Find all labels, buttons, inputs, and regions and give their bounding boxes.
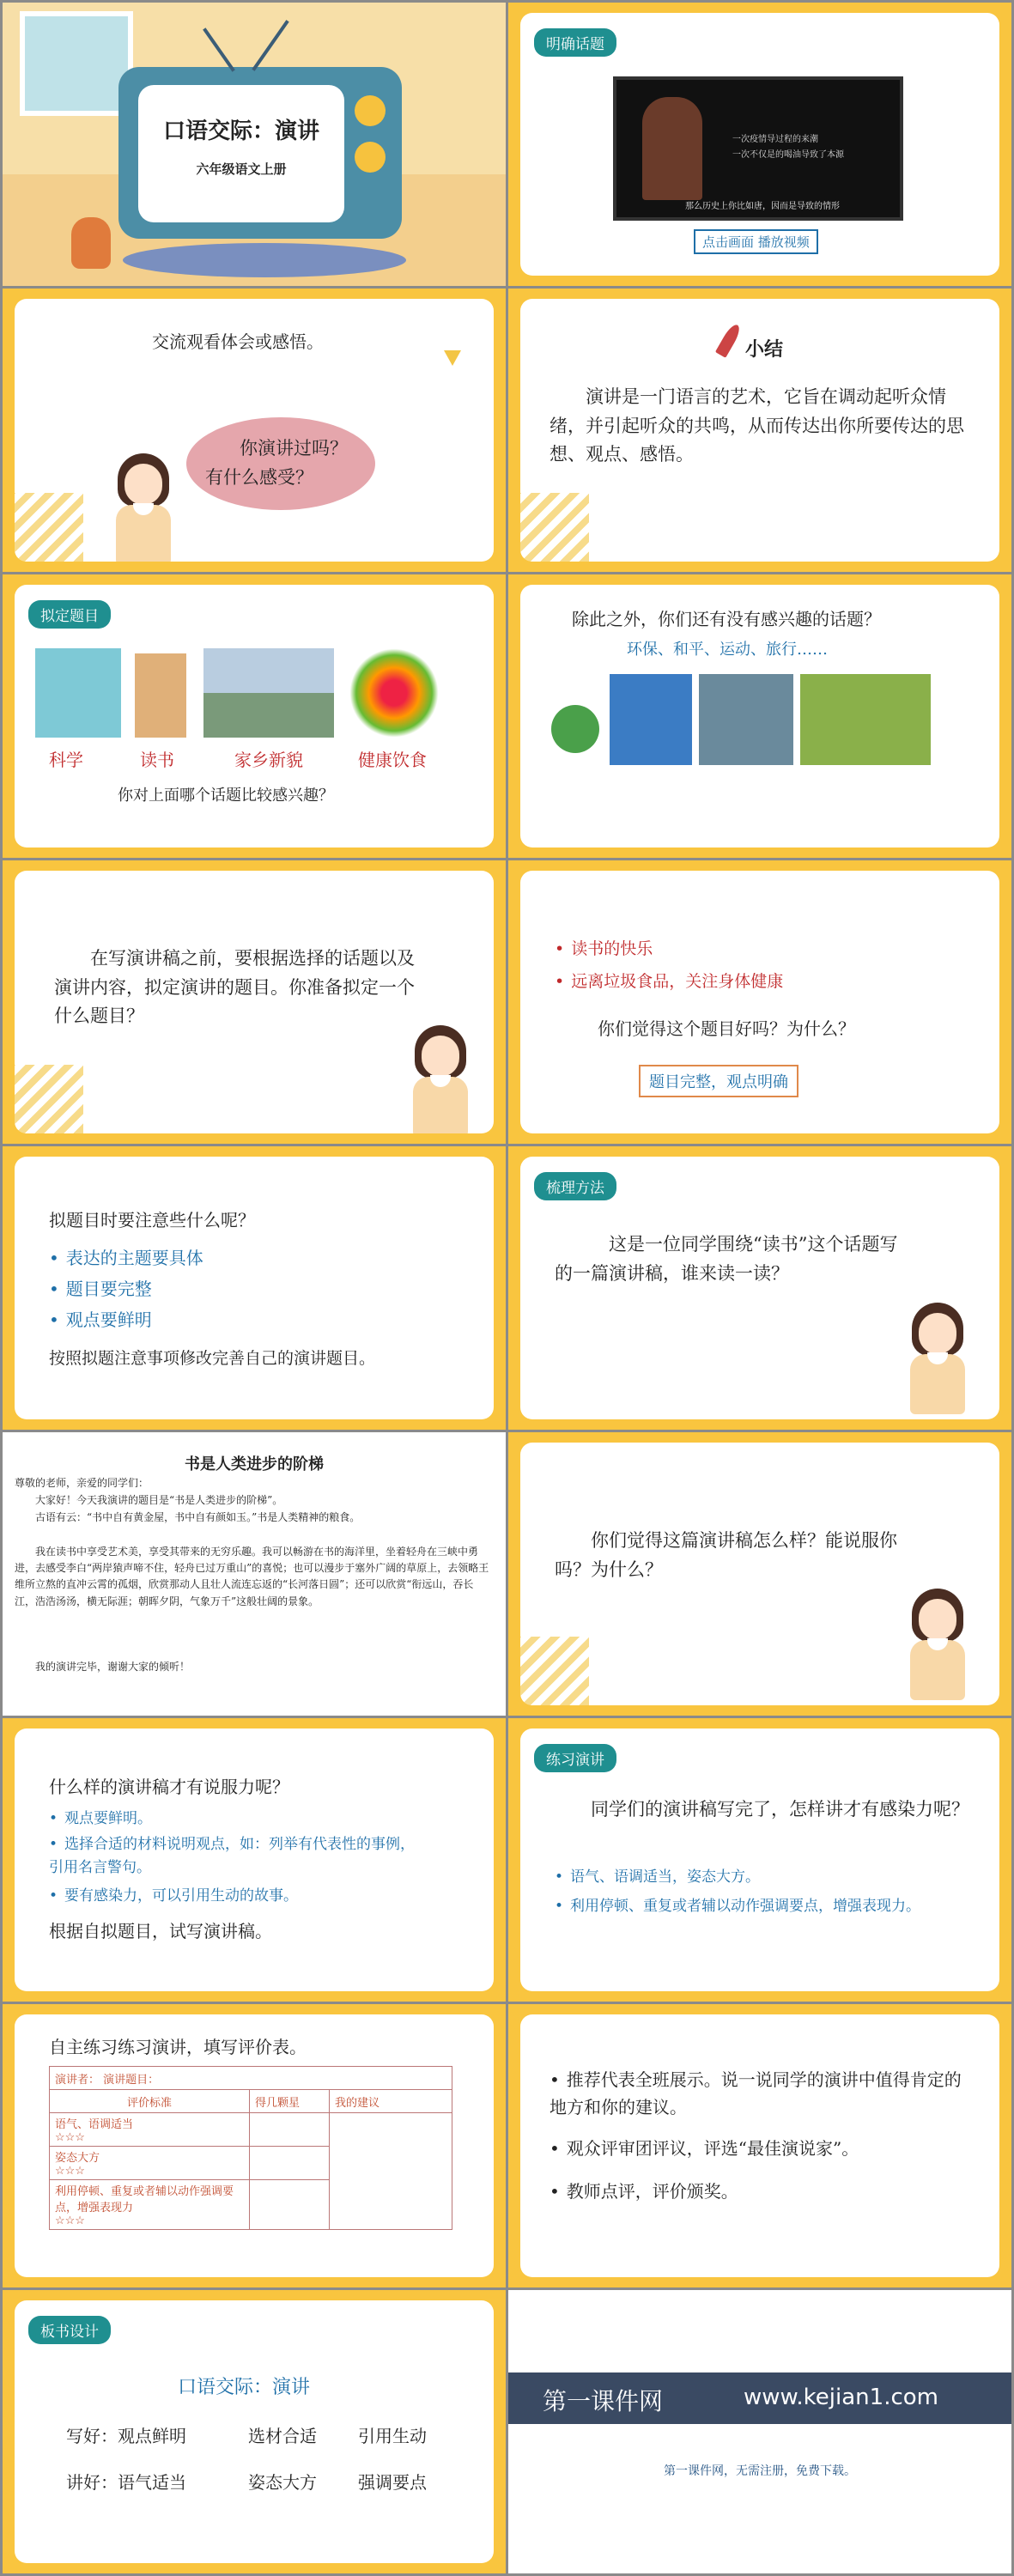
evaluation-table[interactable] [49, 2066, 452, 2230]
food-image [349, 648, 439, 738]
window [20, 11, 133, 116]
slide-draft-title[interactable] [3, 860, 506, 1144]
tag-label: 拟定题目 [28, 600, 111, 629]
speech-greeting: 尊敬的老师，亲爱的同学们： [15, 1477, 149, 1489]
vase-plant [71, 217, 111, 269]
slide-summary[interactable] [508, 289, 1011, 572]
board-title: 口语交际：演讲 [178, 2377, 311, 2398]
tip-item: • 要有感染力，可以引用生动的故事。 [49, 1885, 298, 1908]
tip-item: • 观点要鲜明。 [49, 1807, 152, 1831]
activity-item: • 教师点评，评价颁奖。 [550, 2178, 970, 2205]
table-header: 演讲者： 演讲题目： [50, 2067, 452, 2090]
slide-heading: 除此之外，你们还有没有感兴趣的话题？ [572, 609, 881, 629]
instruction-text: 这是一位同学围绕“读书”这个话题写的一篇演讲稿，谁来读一读？ [555, 1234, 898, 1284]
decor-stripes [15, 1065, 83, 1133]
slide-video[interactable] [508, 3, 1011, 286]
cover-title: 口语交际：演讲 [162, 118, 319, 144]
board-item: 强调要点 [358, 2472, 427, 2493]
stars-cell[interactable] [250, 2113, 330, 2147]
slide-read-draft[interactable] [508, 1146, 1011, 1430]
slide-heading: 拟题目时要注意些什么呢？ [49, 1210, 255, 1230]
brand-note: 第一课件网，无需注册，免费下载。 [664, 2464, 856, 2478]
board-item: 引用生动 [358, 2426, 427, 2446]
video-caption: 一次疫情导过程的来潮 [732, 135, 818, 144]
slide-topics[interactable] [3, 574, 506, 858]
travel-image [800, 674, 931, 765]
cycling-image [699, 674, 793, 765]
video-caption: 一次不仅是的喝油导致了本源 [732, 150, 844, 160]
video-player[interactable] [613, 76, 903, 221]
decor-stripes [520, 1637, 589, 1705]
slide-cover[interactable] [3, 3, 506, 286]
speech-paragraph: 大家好！今天我演讲的题目是“书是人类进步的阶梯”。 [35, 1494, 283, 1506]
brand-url[interactable]: www.kejian1.com [744, 2385, 938, 2410]
board-item: 讲好：语气适当 [66, 2472, 186, 2493]
speech-paragraph: 古语有云：“书中自有黄金屋，书中自有颜如玉。”书是人类精神的粮食。 [35, 1511, 361, 1523]
activity-item: • 推荐代表全班展示。说一说同学的演讲中值得肯定的地方和你的建议。 [550, 2066, 970, 2121]
topic-label: 科学 [49, 750, 83, 770]
slide-heading: 交流观看体会或感悟。 [152, 331, 324, 352]
criteria-cell: 姿态大方 ☆☆☆ [50, 2147, 250, 2180]
tag-label: 板书设计 [28, 2316, 111, 2344]
girl-illustration [903, 1589, 972, 1700]
slide-title-examples[interactable] [508, 860, 1011, 1144]
decor-triangle [444, 350, 461, 366]
example-title: • 读书的快乐 [555, 936, 653, 962]
speech-paragraph: 我在读书中享受艺术美，享受其带来的无穷乐趣。我可以畅游在书的海洋里，坐着轻舟在三峡中勇进，去感受李白“两岸猿声啼不住，轻舟已过万重山”的喜悦；也可以漫步于塞外广阔的草原上，去领略王维所立熬的直冲云霄的孤烟，欣赏那动人且壮人流连忘返的“长河落日圆”；还可以欣赏“衔远山，吞长江，浩浩汤汤，横无际涯；朝晖夕阴，气象万千”这般壮阔的景象。 [15, 1546, 489, 1607]
board-item: 姿态大方 [248, 2472, 317, 2493]
slide-evaluate-draft[interactable] [508, 1432, 1011, 1716]
tip-footer: 根据自拟题目，试写演讲稿。 [49, 1921, 272, 1941]
tip-item: • 选择合适的材料说明观点，如：列举有代表性的事例，引用名言警句。 [49, 1833, 427, 1880]
topic-label: 健康饮食 [358, 750, 427, 770]
tag-label: 明确话题 [534, 28, 616, 57]
slide-showcase[interactable] [508, 2004, 1011, 2287]
brand-banner[interactable] [508, 2372, 1011, 2424]
activity-item: • 观众评审团评议，评选“最佳演说家”。 [550, 2135, 970, 2162]
cover-subtitle: 六年级语文上册 [196, 161, 287, 177]
speech-title: 书是人类进步的阶梯 [185, 1455, 324, 1473]
decor-stripes [15, 493, 83, 562]
earth-image [551, 705, 599, 753]
tip-item: • 利用停顿、重复或者辅以动作强调要点，增强表现力。 [555, 1895, 975, 1918]
speech-paragraph: 我的演讲完毕，谢谢大家的倾听！ [35, 1661, 191, 1673]
topic-question: 你对上面哪个话题比较感兴趣？ [118, 787, 334, 805]
slide-more-topics[interactable] [508, 574, 1011, 858]
slide-heading: 自主练习练习演讲，填写评价表。 [49, 2037, 307, 2057]
criteria-cell: 利用停顿、重复或者辅以动作强调要点，增强表现力 ☆☆☆ [50, 2180, 250, 2230]
hometown-image [203, 648, 334, 738]
summary-text: 演讲是一门语言的艺术，它旨在调动起听众情绪，并引起听众的共鸣，从而传达出你所要传达的思想、观点、感悟。 [550, 386, 964, 465]
column-header: 得几颗星 [250, 2090, 330, 2113]
video-subtitle: 那么历史上你比如唐，因而是导致的情形 [685, 202, 840, 211]
slide-practice[interactable] [508, 1718, 1011, 2002]
stars-cell[interactable] [250, 2180, 330, 2230]
column-header: 评价标准 [50, 2090, 250, 2113]
play-video-button[interactable]: 点击画面 播放视频 [694, 229, 818, 254]
girl-illustration [903, 1303, 972, 1414]
tip-item: • 观点要鲜明 [49, 1306, 152, 1334]
quill-icon [715, 322, 743, 358]
girl-illustration [406, 1025, 475, 1133]
tip-item: • 题目要完整 [49, 1275, 152, 1303]
bubble-text: 有什么感受？ [205, 467, 313, 488]
topic-label: 家乡新貌 [234, 750, 303, 770]
tip-item: • 表达的主题要具体 [49, 1244, 203, 1272]
decor-stripes [520, 493, 589, 562]
slide-heading: 小结 [745, 338, 784, 361]
slide-brand[interactable] [508, 2290, 1011, 2573]
slide-board-design[interactable] [3, 2290, 506, 2573]
bubble-text: 你演讲过吗？ [240, 438, 348, 459]
slide-title-tips[interactable] [3, 1146, 506, 1430]
question-text: 你们觉得这个题目好吗？为什么？ [598, 1018, 855, 1039]
board-item: 写好：观点鲜明 [66, 2426, 186, 2446]
criteria-cell: 语气、语调适当 ☆☆☆ [50, 2113, 250, 2147]
girl-illustration [109, 453, 178, 562]
instruction-text: 在写演讲稿之前，要根据选择的话题以及演讲内容，拟定演讲的题目。你准备拟定一个什么题目？ [54, 948, 415, 1027]
slide-speech-text[interactable] [3, 1432, 506, 1716]
books-image [135, 653, 186, 738]
tag-label: 梳理方法 [534, 1172, 616, 1200]
column-header: 我的建议 [330, 2090, 452, 2113]
slide-eval-table[interactable] [3, 2004, 506, 2287]
slide-discussion[interactable] [3, 289, 506, 572]
suggestion-cell[interactable] [330, 2113, 452, 2230]
tip-item: • 语气、语调适当，姿态大方。 [555, 1866, 760, 1889]
tip-footer: 按照拟题注意事项修改完善自己的演讲题目。 [49, 1349, 376, 1368]
brand-name: 第一课件网 [543, 2387, 664, 2415]
peace-image [610, 674, 692, 765]
slide-heading: 什么样的演讲稿才有说服力呢？ [49, 1777, 289, 1797]
question-text: 你们觉得这篇演讲稿怎么样？能说服你吗？为什么？ [555, 1530, 897, 1580]
answer-box: 题目完整，观点明确 [639, 1065, 798, 1097]
topics-line: 环保、和平、运动、旅行…… [627, 641, 828, 659]
science-image [35, 648, 121, 738]
example-title: • 远离垃圾食品，关注身体健康 [555, 969, 783, 994]
tag-label: 练习演讲 [534, 1744, 616, 1772]
slide-heading: 同学们的演讲稿写完了，怎样讲才有感染力呢？ [591, 1799, 969, 1820]
rug [123, 243, 406, 277]
slide-persuasive[interactable] [3, 1718, 506, 2002]
stars-cell[interactable] [250, 2147, 330, 2180]
topic-label: 读书 [140, 750, 174, 770]
board-item: 选材合适 [248, 2426, 317, 2446]
speaker-figure [642, 97, 702, 200]
